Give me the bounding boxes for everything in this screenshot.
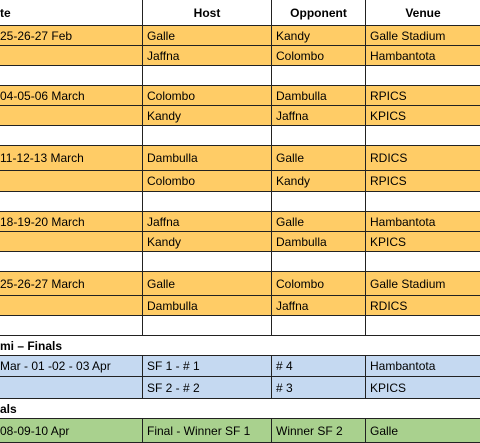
- empty-cell[interactable]: [0, 192, 143, 212]
- venue-cell[interactable]: RPICS: [366, 86, 480, 106]
- empty-cell[interactable]: [366, 126, 480, 146]
- date-cell[interactable]: [0, 171, 143, 192]
- header-date[interactable]: te: [0, 0, 143, 26]
- opponent-cell[interactable]: Galle: [272, 146, 366, 171]
- table-row[interactable]: [0, 171, 480, 192]
- opponent-cell[interactable]: Galle: [272, 212, 366, 232]
- table-row[interactable]: [0, 296, 480, 316]
- host-cell[interactable]: Final - Winner SF 1: [143, 419, 272, 443]
- venue-cell[interactable]: RDICS: [366, 146, 480, 171]
- empty-cell[interactable]: [143, 252, 272, 272]
- table-row[interactable]: [0, 86, 480, 106]
- semi-finals-section-row: [0, 336, 480, 356]
- opponent-cell[interactable]: Jaffna: [272, 296, 366, 316]
- host-cell[interactable]: Colombo: [143, 171, 272, 192]
- spacer-row[interactable]: [0, 316, 480, 336]
- opponent-cell[interactable]: Colombo: [272, 272, 366, 296]
- date-cell[interactable]: Mar - 01 -02 - 03 Apr: [0, 356, 143, 377]
- empty-cell[interactable]: [272, 66, 366, 86]
- empty-cell[interactable]: [366, 252, 480, 272]
- empty-cell[interactable]: [143, 66, 272, 86]
- header-opponent[interactable]: Opponent: [272, 0, 366, 26]
- host-cell[interactable]: Colombo: [143, 86, 272, 106]
- date-cell[interactable]: 18-19-20 March: [0, 212, 143, 232]
- host-cell[interactable]: SF 1 - # 1: [143, 356, 272, 377]
- opponent-cell[interactable]: Kandy: [272, 26, 366, 46]
- date-cell[interactable]: 25-26-27 Feb: [0, 26, 143, 46]
- host-cell[interactable]: SF 2 - # 2: [143, 377, 272, 399]
- table-row[interactable]: [0, 377, 480, 399]
- venue-cell[interactable]: RPICS: [366, 171, 480, 192]
- host-cell[interactable]: Kandy: [143, 106, 272, 126]
- table-row[interactable]: [0, 232, 480, 252]
- empty-cell[interactable]: [143, 316, 272, 336]
- date-cell[interactable]: [0, 46, 143, 66]
- table-row[interactable]: [0, 46, 480, 66]
- table-row[interactable]: [0, 146, 480, 171]
- date-cell[interactable]: 25-26-27 March: [0, 272, 143, 296]
- date-cell[interactable]: [0, 377, 143, 399]
- empty-cell[interactable]: [0, 252, 143, 272]
- table-row[interactable]: [0, 212, 480, 232]
- venue-cell[interactable]: KPICS: [366, 106, 480, 126]
- empty-cell[interactable]: [366, 66, 480, 86]
- opponent-cell[interactable]: Dambulla: [272, 232, 366, 252]
- venue-cell[interactable]: RDICS: [366, 296, 480, 316]
- host-cell[interactable]: Kandy: [143, 232, 272, 252]
- empty-cell[interactable]: [272, 126, 366, 146]
- venue-cell[interactable]: KPICS: [366, 232, 480, 252]
- spacer-row[interactable]: [0, 252, 480, 272]
- finals-title[interactable]: als: [0, 399, 480, 419]
- table-header-row: [0, 0, 480, 26]
- date-cell[interactable]: [0, 106, 143, 126]
- empty-cell[interactable]: [366, 316, 480, 336]
- spacer-row[interactable]: [0, 126, 480, 146]
- empty-cell[interactable]: [366, 192, 480, 212]
- spacer-row[interactable]: [0, 192, 480, 212]
- empty-cell[interactable]: [0, 66, 143, 86]
- opponent-cell[interactable]: Winner SF 2: [272, 419, 366, 443]
- venue-cell[interactable]: Hambantota: [366, 212, 480, 232]
- table-row[interactable]: [0, 356, 480, 377]
- finals-section-row: [0, 399, 480, 419]
- opponent-cell[interactable]: Kandy: [272, 171, 366, 192]
- host-cell[interactable]: Galle: [143, 272, 272, 296]
- empty-cell[interactable]: [143, 126, 272, 146]
- table-row[interactable]: [0, 272, 480, 296]
- date-cell[interactable]: 08-09-10 Apr: [0, 419, 143, 443]
- table-row[interactable]: [0, 26, 480, 46]
- venue-cell[interactable]: Hambantota: [366, 356, 480, 377]
- date-cell[interactable]: 11-12-13 March: [0, 146, 143, 171]
- spacer-row[interactable]: [0, 66, 480, 86]
- empty-cell[interactable]: [272, 316, 366, 336]
- host-cell[interactable]: Jaffna: [143, 212, 272, 232]
- opponent-cell[interactable]: Dambulla: [272, 86, 366, 106]
- venue-cell[interactable]: Galle: [366, 419, 480, 443]
- opponent-cell[interactable]: Colombo: [272, 46, 366, 66]
- empty-cell[interactable]: [272, 252, 366, 272]
- empty-cell[interactable]: [143, 192, 272, 212]
- host-cell[interactable]: Galle: [143, 26, 272, 46]
- venue-cell[interactable]: Hambantota: [366, 46, 480, 66]
- date-cell[interactable]: 04-05-06 March: [0, 86, 143, 106]
- header-venue[interactable]: Venue: [366, 0, 480, 26]
- venue-cell[interactable]: Galle Stadium: [366, 272, 480, 296]
- date-cell[interactable]: [0, 296, 143, 316]
- venue-cell[interactable]: KPICS: [366, 377, 480, 399]
- host-cell[interactable]: Jaffna: [143, 46, 272, 66]
- host-cell[interactable]: Dambulla: [143, 296, 272, 316]
- opponent-cell[interactable]: # 4: [272, 356, 366, 377]
- header-host[interactable]: Host: [143, 0, 272, 26]
- empty-cell[interactable]: [0, 316, 143, 336]
- date-cell[interactable]: [0, 232, 143, 252]
- host-cell[interactable]: Dambulla: [143, 146, 272, 171]
- table-row[interactable]: [0, 419, 480, 443]
- opponent-cell[interactable]: # 3: [272, 377, 366, 399]
- venue-cell[interactable]: Galle Stadium: [366, 26, 480, 46]
- opponent-cell[interactable]: Jaffna: [272, 106, 366, 126]
- empty-cell[interactable]: [272, 192, 366, 212]
- table-row[interactable]: [0, 106, 480, 126]
- semi-finals-title[interactable]: mi – Finals: [0, 336, 480, 356]
- empty-cell[interactable]: [0, 126, 143, 146]
